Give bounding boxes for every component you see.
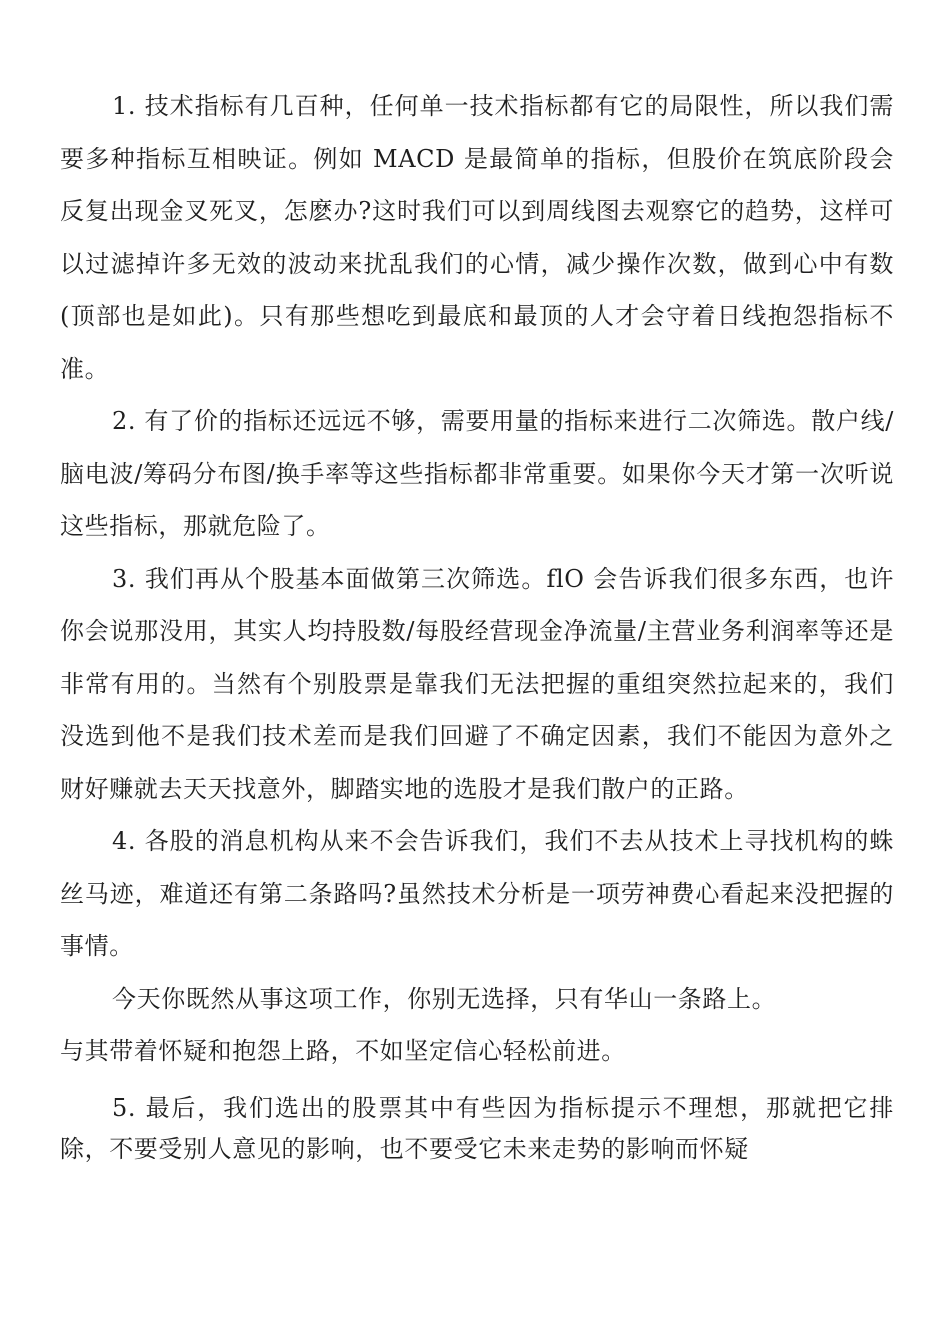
paragraph-4: 4. 各股的消息机构从来不会告诉我们，我们不去从技术上寻找机构的蛛丝马迹，难道还有第二条路吗?虽然技术分析是一项劳神费心看起来没把握的事情。 [60,827,894,960]
paragraph-5: 今天你既然从事这项工作，你别无选择，只有华山一条路上。 [112,984,777,1013]
paragraph-6: 与其带着怀疑和抱怨上路，不如坚定信心轻松前进。 [60,1037,626,1065]
paragraph-7: 5. 最后，我们选出的股票其中有些因为指标提示不理想，那就把它排除，不要受别人意见的影响，也不要受它未来走势的影响而怀疑 [60,1093,894,1163]
paragraph-3: 3. 我们再从个股基本面做第三次筛选。flO 会告诉我们很多东西，也许你会说那没用，其实人均持股数/每股经营现金净流量/主营业务利润率等还是非常有用的。当然有个别股票是靠我们无法把握的重组突然拉起来的，我们没选到他不是我们技术差而是我们回避了不确定因素，我们不能因为意外之财好赚就去天天找意外，脚踏实地的选股才是我们散户的正路。 [60,564,894,803]
paragraph-2: 2. 有了价的指标还远远不够，需要用量的指标来进行二次筛选。散户线/脑电波/筹码分布图/换手率等这些指标都非常重要。如果你今天才第一次听说这些指标，那就危险了。 [60,407,894,540]
paragraph-1: 1. 技术指标有几百种，任何单一技术指标都有它的局限性，所以我们需要多种指标互相映证。例如 MACD 是最简单的指标，但股价在筑底阶段会反复出现金叉死叉，怎麽办?这时我们可以到周线图去观察它的趋势，这样可以过滤掉许多无效的波动来扰乱我们的心情，减少操作次数，做到心中有数(顶部也是如此)。只有那些想吃到最底和最顶的人才会守着日线抱怨指标不准。 [60,92,894,383]
document-body [60,80,894,1170]
